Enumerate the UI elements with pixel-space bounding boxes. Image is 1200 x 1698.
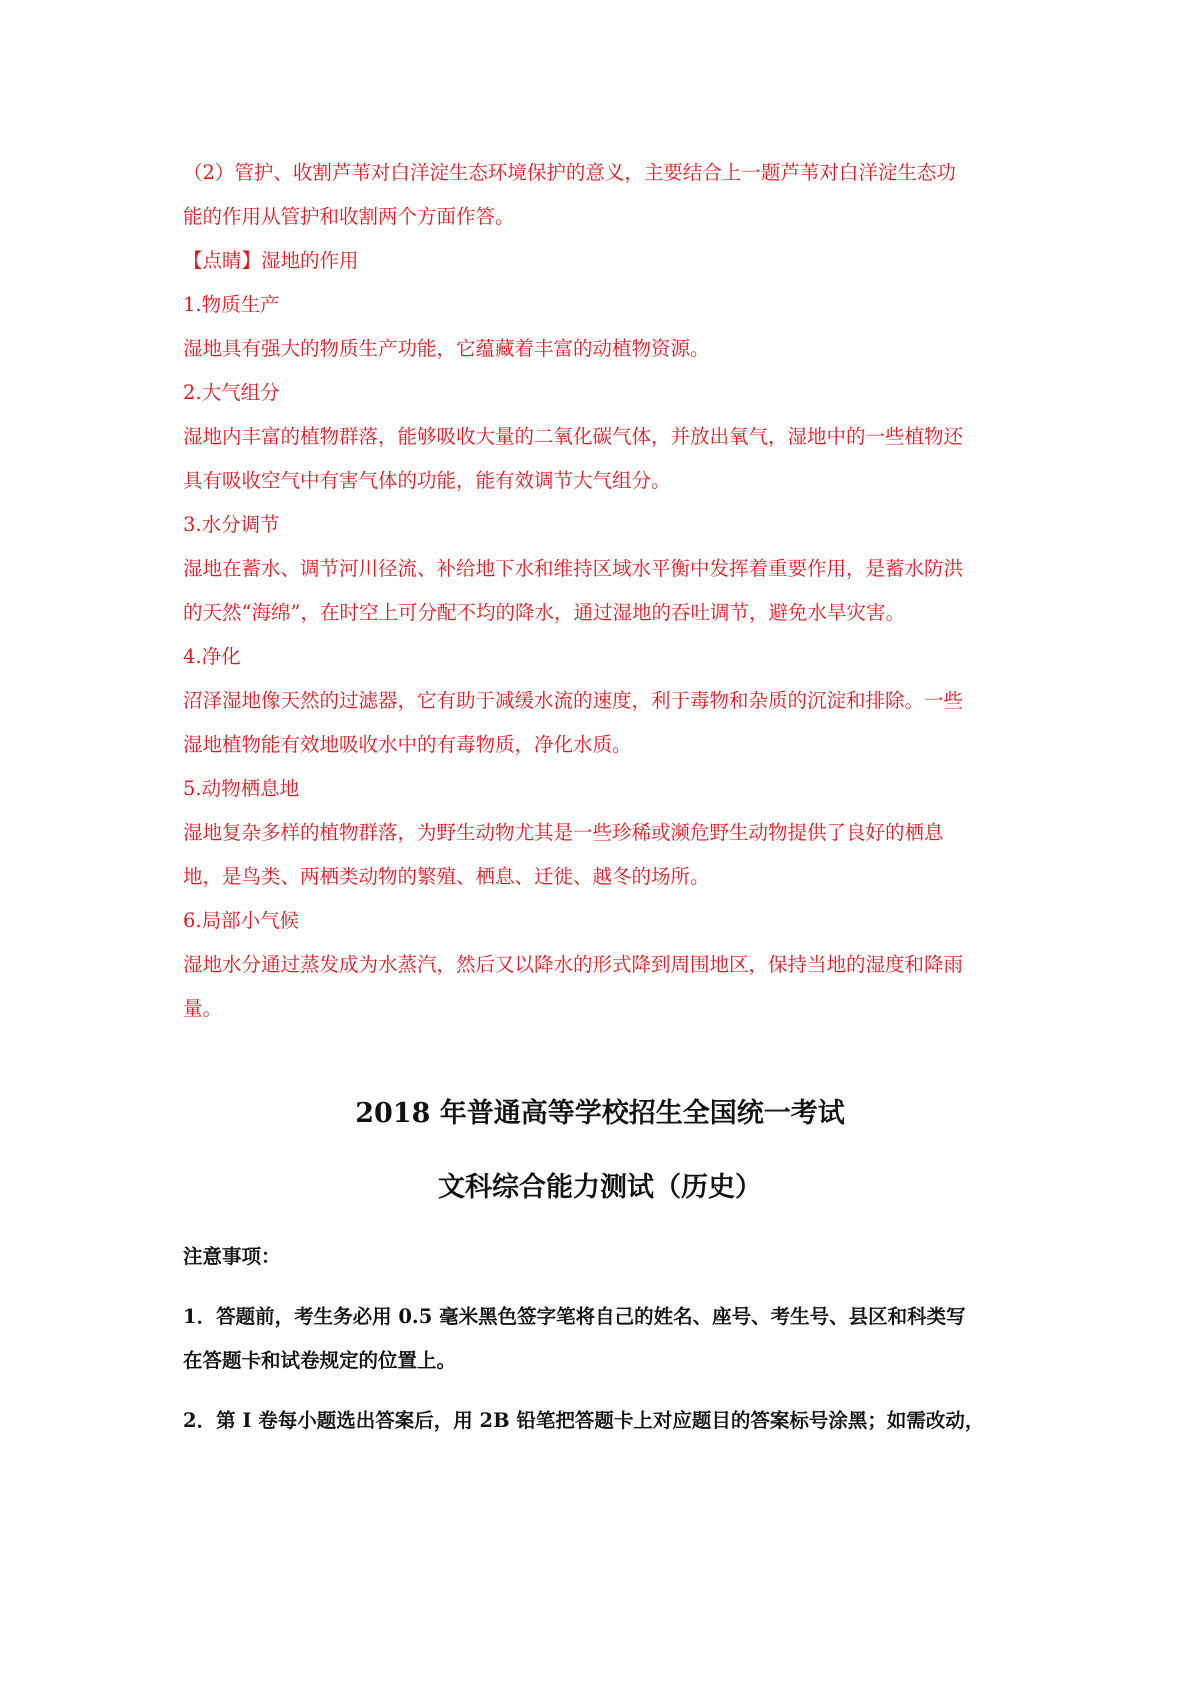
item-1-title: 1.物质生产 — [183, 293, 280, 316]
item-4-text-line-2: 湿地植物能有效地吸收水中的有毒物质，净化水质。 — [183, 733, 632, 756]
item-6-title: 6.局部小气候 — [183, 909, 300, 932]
notice-1-line-2: 在答题卡和试卷规定的位置上。 — [183, 1349, 457, 1372]
item-5-title: 5.动物栖息地 — [183, 777, 300, 800]
item-2-title: 2.大气组分 — [183, 381, 280, 404]
item-6-text-line-1: 湿地水分通过蒸发成为水蒸汽，然后又以降水的形式降到周围地区，保持当地的湿度和降雨 — [183, 953, 964, 976]
item-2-text-line-1: 湿地内丰富的植物群落，能够吸收大量的二氧化碳气体，并放出氧气，湿地中的一些植物还 — [183, 425, 964, 448]
answer-paragraph-2-line-1: （2）管护、收割芦苇对白洋淀生态环境保护的意义，主要结合上一题芦苇对白洋淀生态功 — [183, 161, 956, 184]
notice-2-line-1: 2．第 I 卷每小题选出答案后，用 2B 铅笔把答题卡上对应题目的答案标号涂黑；如需改动， — [183, 1409, 985, 1432]
notice-heading: 注意事项： — [183, 1245, 281, 1268]
notice-1-line-1: 1．答题前，考生务必用 0.5 毫米黑色签字笔将自己的姓名、座号、考生号、县区和科类写 — [183, 1305, 966, 1328]
item-3-text-line-2: 的天然“海绵”，在时空上可分配不均的降水，通过湿地的吞吐调节，避免水旱灾害。 — [183, 601, 905, 624]
item-5-text-line-2: 地，是鸟类、两栖类动物的繁殖、栖息、迁徙、越冬的场所。 — [183, 865, 710, 888]
item-6-text-line-2: 量。 — [183, 997, 223, 1020]
item-3-text-line-1: 湿地在蓄水、调节河川径流、补给地下水和维持区域水平衡中发挥着重要作用，是蓄水防洪 — [183, 557, 964, 580]
tip-heading: 【点睛】湿地的作用 — [183, 249, 359, 272]
item-2-text-line-2: 具有吸收空气中有害气体的功能，能有效调节大气组分。 — [183, 469, 671, 492]
answer-paragraph-2-line-2: 能的作用从管护和收割两个方面作答。 — [183, 205, 515, 228]
item-4-title: 4.净化 — [183, 645, 241, 668]
item-3-title: 3.水分调节 — [183, 513, 280, 536]
item-5-text-line-1: 湿地复杂多样的植物群落，为野生动物尤其是一些珍稀或濒危野生动物提供了良好的栖息 — [183, 821, 944, 844]
item-1-text-line-1: 湿地具有强大的物质生产功能，它蕴藏着丰富的动植物资源。 — [183, 337, 710, 360]
exam-title-line-2: 文科综合能力测试（历史） — [438, 1172, 762, 1203]
item-4-text-line-1: 沼泽湿地像天然的过滤器，它有助于减缓水流的速度，利于毒物和杂质的沉淀和排除。一些 — [183, 689, 964, 712]
exam-title-line-1: 2018 年普通高等学校招生全国统一考试 — [355, 1098, 845, 1129]
